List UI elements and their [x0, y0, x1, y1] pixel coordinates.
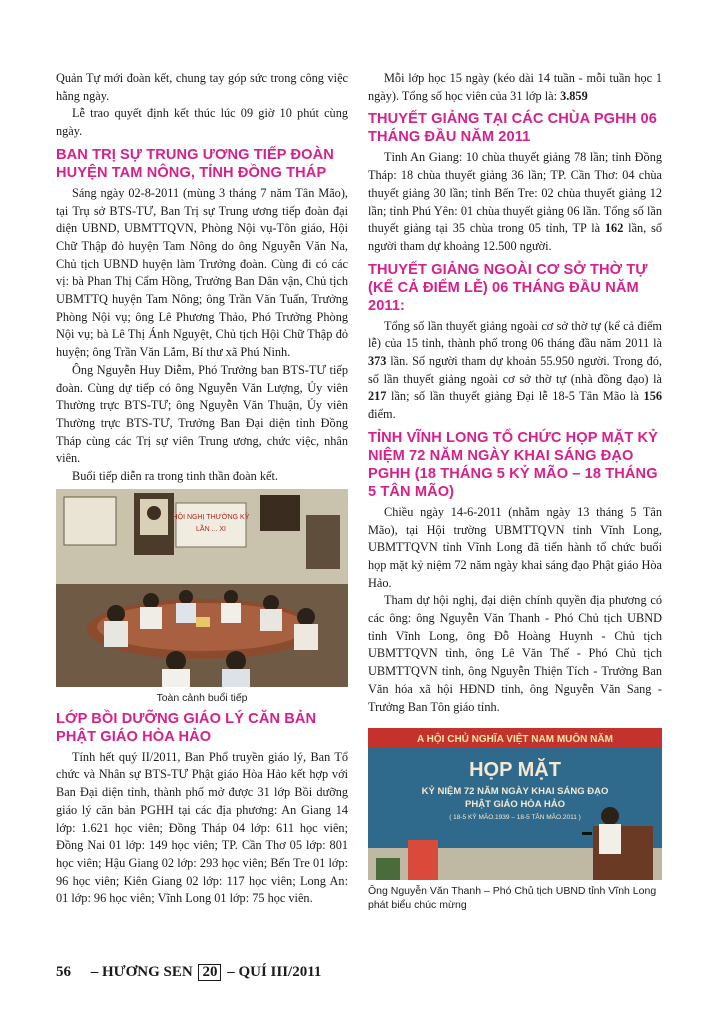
speaker-photo-image: [368, 728, 662, 880]
photo-banner-title: HỌP MẶT: [469, 759, 561, 782]
bold-number: 373: [368, 354, 387, 369]
section-heading: LỚP BỒI DƯỠNG GIÁO LÝ CĂN BẢN PHẬT GIÁO HÒA HẢO: [56, 710, 317, 745]
paragraph-text: điểm.: [368, 407, 396, 422]
paragraph-text: Mỗi lớp học 15 ngày (kéo dài 14 tuần - mỗi tuần học 1 ngày). Tổng số học viên của 31 lớp là:: [368, 71, 662, 103]
paragraph-text: Tỉnh An Giang: 10 chùa thuyết giảng 78 lần; tỉnh Đồng Tháp: 18 chùa thuyết giảng 36 lần; TP. Cần Thơ: 04 chùa thuyết giảng 30 lần; tỉnh Bến Tre: 02 chùa thuyết giảng 12 lần; tỉnh Phú Yên: 01 chùa thuyết giảng 06 lần. Tổng số lần thuyết giảng tại 35 chùa trong 05 tỉnh, TP là: [368, 150, 662, 236]
photo-banner-text: PHẬT GIÁO HÒA HẢO: [465, 799, 565, 811]
photo-top-banner: A HỘI CHỦ NGHĨA VIỆT NAM MUÔN NĂM: [417, 734, 613, 746]
photo-board-text: HỘI NGHỊ THƯỜNG KỲ: [172, 513, 250, 521]
paragraph: Tính hết quý II/2011, Ban Phổ truyền giáo lý, Ban Tổ chức và Nhân sự BTS-TƯ Phật giáo Hòa Hảo kết hợp với Ban Đại diện tỉnh, thành phố mở được 31 lớp Bồi dưỡng giáo lý căn bản PGHH tại các địa phương: An Giang 14 lớp: 1.621 học viên; Đồng Tháp 04 lớp: 611 học viên; Đồng Nai 01 lớp: 149 học viên; TP. Cần Thơ 05 lớp: 801 học viên; Hậu Giang 02 lớp: 293 học viên; Bến Tre 01 lớp: 96 học viên; Kiên Giang 02 lớp: 117 học viên; Long An: 01 lớp: 96 học viên; Vĩnh Long 01 lớp: 75 học viên.: [56, 749, 348, 906]
paragraph-text: lần; số lần thuyết giảng Đại lễ 18-5 Tân Mão là: [386, 389, 644, 404]
photo-caption: Ông Nguyễn Văn Thanh – Phó Chủ tịch UBND tỉnh Vĩnh Long phát biểu chúc mừng: [368, 885, 657, 912]
photo-caption: Toàn cảnh buổi tiếp: [156, 691, 248, 704]
bold-number: 156: [643, 389, 662, 404]
paragraph-text: lần. Số người tham dự khoản 55.950 người. Trong đó, số lần thuyết giảng ngoài cơ sở thờ tự (nhà đồng đạo) là: [368, 354, 662, 386]
section-heading: THUYẾT GIẢNG TẠI CÁC CHÙA PGHH 06 THÁNG ĐẦU NĂM 2011: [368, 111, 657, 146]
section-heading: TỈNH VĨNH LONG TỔ CHỨC HỌP MẶT KỶ NIỆM 72 NĂM NGÀY KHAI SÁNG ĐẠO PGHH (18 THÁNG 5 KỶ MÃO – 18 THÁNG 5 TÂN MÃO): [368, 429, 658, 500]
issue-number: 20: [198, 964, 221, 981]
paragraph: [368, 70, 662, 105]
issue-quarter: – QUÍ III/2011: [227, 964, 322, 980]
paragraph: Ông Nguyễn Huy Diễm, Phó Trưởng ban BTS-TƯ tiếp đoàn. Cùng dự tiếp có ông Nguyễn Văn Lượng, Ủy viên Thường trực BTS-TƯ; ông Nguyễn Văn Thuận, Ủy viên Thường trực BTS-TƯ, Trưởng Ban Đại diện tỉnh Đồng Tháp cùng các Trị sự viên Trung ương, chức việc, nhân viên.: [56, 362, 348, 466]
paragraph: Lễ trao quyết định kết thúc lúc 09 giờ 10 phút cùng ngày.: [56, 106, 348, 139]
paragraph: [368, 149, 662, 255]
bold-number: 217: [368, 389, 387, 404]
paragraph: Sáng ngày 02-8-2011 (mùng 3 tháng 7 năm Tân Mão), tại Trụ sở BTS-TƯ, Ban Trị sự Trung ương tiếp đoàn đại diện UBND, UBMTTQVN, Phòng Nội vụ-Tôn giáo, Hội Chữ Thập đỏ huyện Tam Nông do ông Nguyễn Văn Na, Chủ tịch UBND huyện làm Trưởng đoàn. Cùng đi có các vị: bà Phan Thị Cẩm Hồng, Trưởng Ban Dân vận, Chủ tịch UBMTTQ huyện Tam Nông; ông Trần Văn Tuấn, Trưởng Phòng Nội vụ; ông Lê Phương Thảo, Phó Trưởng Phòng Nội vụ; bà Lê Thị Ánh Nguyệt, Chủ tịch Hội Chữ Thập đỏ huyện; ông Trần Văn Lắm, Bí thư xã Phú Ninh.: [56, 185, 348, 360]
right-column: [368, 70, 662, 913]
paragraph: Chiều ngày 14-6-2011 (nhằm ngày 13 tháng 5 Tân Mão), tại Hội trường UBMTTQVN tỉnh Vĩnh Long, UBMTTQVN tỉnh Vĩnh Long đã tiến hành tổ chức buổi họp mặt kỷ niệm 72 năm ngày khai sáng đạo Phật giáo Hòa Hảo.: [368, 504, 662, 590]
speaker-photo: [368, 728, 662, 880]
page-number: 56: [56, 964, 71, 980]
bold-number: 162: [604, 221, 624, 236]
paragraph: [368, 318, 662, 424]
meeting-photo-image: [56, 489, 348, 687]
paragraph-text: Tổng số lần thuyết giảng ngoài cơ sở thờ tự (kể cả điểm lễ) của 15 tỉnh, thành phố trong 06 tháng đầu năm 2011 là: [368, 318, 662, 351]
bold-number: 3.859: [560, 88, 588, 103]
paragraph: Tham dự hội nghị, đại diện chính quyền địa phương có các ông: ông Nguyễn Văn Thanh - Phó Chủ tịch UBND tỉnh Vĩnh Long, ông Đỗ Hoàng Huynh - Chủ tịch UBMTTQVN tỉnh, ông Lê Văn Thế - Phó Chủ tịch UBMTTQVN tỉnh, ông Nguyễn Thiện Tích - Trưởng Ban Văn hóa xã hội HĐND tỉnh, ông Nguyễn Văn Sang - Trưởng Ban Tôn giáo tỉnh.: [368, 593, 662, 714]
section-heading: THUYẾT GIẢNG NGOÀI CƠ SỞ THỜ TỰ (KỂ CẢ ĐIỂM LỄ) 06 THÁNG ĐẦU NĂM 2011:: [368, 261, 648, 314]
photo-banner-text: KỶ NIỆM 72 NĂM NGÀY KHAI SÁNG ĐẠO: [421, 786, 609, 798]
paragraph-text: lần, số người tham dự khoảng 12.500 người.: [368, 221, 662, 253]
photo-banner-text: ( 18-5 KỶ MÃO.1939 – 18-5 TÂN MÃO.2011 ): [449, 814, 581, 822]
paragraph: Buổi tiếp diễn ra trong tinh thần đoàn kết.: [72, 469, 278, 484]
page-footer: [56, 964, 321, 981]
photo-board-text: LẦN ... XI: [196, 525, 226, 533]
left-column: [56, 70, 348, 908]
section-heading: BAN TRỊ SỰ TRUNG ƯƠNG TIẾP ĐOÀN HUYỆN TAM NÔNG, TỈNH ĐỒNG THÁP: [56, 146, 334, 181]
meeting-photo: [56, 489, 348, 687]
paragraph: Quản Tự mới đoàn kết, chung tay góp sức trong công việc hằng ngày.: [56, 71, 348, 103]
magazine-name: – HƯƠNG SEN: [90, 964, 193, 980]
